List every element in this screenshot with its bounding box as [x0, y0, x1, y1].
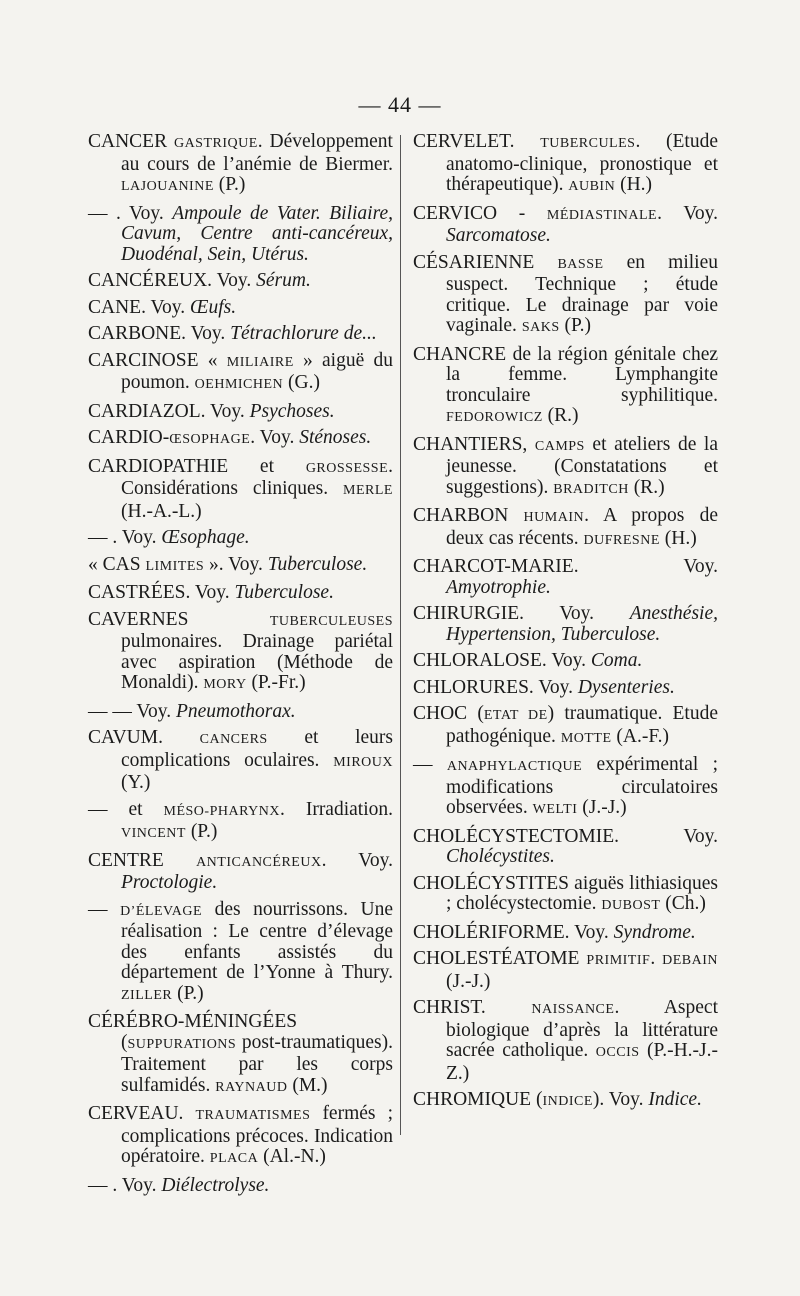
entry-text: MIROUX [333, 754, 393, 770]
index-entry [413, 435, 718, 501]
entry-text: ŒSOPHAGE [169, 432, 251, 447]
entry-text: ANAPHYLACTIQUE [446, 759, 583, 774]
index-entry [413, 704, 718, 749]
index-entry [88, 402, 393, 423]
index-entry [88, 1104, 393, 1170]
index-entry [413, 949, 718, 992]
entry-text: MOTTE [560, 730, 612, 746]
entry-text: CENTRE [88, 849, 197, 871]
entry-text: Sarcomatose. [446, 225, 551, 246]
entry-text: CARDIAZOL. Voy. [88, 400, 250, 422]
entry-text: CANE. Voy. [88, 296, 191, 318]
index-entry [88, 851, 393, 894]
entry-text: CHOLÉCYSTITES aiguës lithiasiques ; cholécystectomie. [413, 872, 718, 914]
entry-text: — . Voy. [88, 527, 162, 548]
entry-text: (Y.) [121, 772, 151, 793]
entry-text: PLACA [209, 1151, 259, 1166]
column-divider [400, 135, 401, 1135]
entry-text: Tuberculose. [234, 582, 334, 603]
entry-text: Pneumothorax. [175, 700, 296, 722]
entry-text: fermés ; complications précoces. Indication opératoire. [121, 1103, 393, 1167]
entry-text: CHLORURES. Voy. [413, 676, 578, 698]
index-entry [88, 900, 393, 1007]
entry-text: MÉDIASTINALE [546, 207, 658, 223]
entry-text: SUPPURATIONS [127, 1036, 237, 1052]
entry-text: (G.) [283, 372, 320, 393]
entry-text: . (Etude anatomo-clinique, pronostique et thérapeutique). [446, 131, 718, 195]
entry-text: — [88, 898, 121, 920]
index-entry [88, 555, 393, 578]
index-entry [88, 132, 393, 198]
entry-text: (A.-F.) [611, 725, 670, 747]
entry-text: CHOLESTÉATOME [413, 948, 587, 969]
entry-text: Amyotrophie. [446, 576, 551, 598]
entry-text: RAYNAUD [215, 1079, 288, 1095]
entry-text: — . Voy. [88, 1174, 162, 1196]
entry-text: Coma. [590, 650, 643, 671]
entry-text: CHOLÉCYSTECTOMIE. Voy. [413, 825, 718, 847]
entry-text: . A propos de deux cas récents. [446, 505, 718, 549]
entry-text: (Al.-N.) [258, 1146, 326, 1167]
index-entry [413, 1090, 718, 1113]
entry-text: ANTICANCÉREUX [196, 854, 322, 870]
entry-text: CHROMIQUE ( [413, 1089, 543, 1110]
entry-text: ) traumatique. Etude pathogénique. [446, 703, 719, 747]
index-entry [413, 651, 718, 672]
entry-text: BRADITCH [553, 481, 629, 497]
index-entry [413, 998, 718, 1084]
index-entry [88, 528, 393, 549]
entry-text: SAKS [521, 320, 560, 335]
entry-text: Psychoses. [249, 400, 335, 422]
index-entry [413, 827, 718, 868]
index-entry [88, 728, 393, 794]
entry-text: (H.) [659, 527, 697, 549]
entry-text: MERLE [343, 483, 393, 498]
entry-text: Œsophage. [161, 527, 250, 548]
entry-text: Anesthésie, Hypertension, Tuberculose. [446, 603, 718, 645]
entry-text: CANCÉREUX. Voy. [88, 270, 257, 291]
entry-text: CARDIOPATHIE et [88, 455, 306, 477]
index-entry [413, 204, 718, 247]
entry-text: . Développement au cours de l’anémie de Biermer. [121, 131, 393, 175]
index-entry [88, 351, 393, 396]
index-entry [88, 1012, 393, 1098]
entry-text: TUBERCULEUSES [269, 613, 393, 629]
entry-text: D’ÉLEVAGE [120, 903, 203, 919]
entry-text: . Voy. [321, 849, 393, 871]
entry-text: HUMAIN [523, 510, 585, 525]
entry-text: Syndrome. [613, 921, 696, 943]
entry-text: (P.) [213, 174, 246, 195]
index-entry [88, 204, 393, 266]
entry-text: CARCINOSE « [88, 349, 227, 371]
entry-text: post-traumatiques). Traitement par les corps sulfamidés. [121, 1031, 393, 1096]
index-entry [88, 428, 393, 451]
entry-text: expérimental ; modifications circulatoires observées. [446, 754, 719, 818]
entry-text: CHARCOT-MARIE. Voy. [413, 556, 718, 577]
entry-text: Sténoses. [299, 427, 372, 448]
entry-text: LAJOUANINE [121, 179, 214, 194]
entry-text: (R.) [628, 476, 665, 498]
entry-text: Cholécystites. [446, 846, 555, 867]
entry-text: CANCERS [199, 732, 268, 747]
entry-text: (H.-A.-L.) [121, 500, 202, 522]
entry-text: Proctologie. [121, 872, 218, 893]
entry-text: (Ch.) [660, 893, 706, 914]
entry-text: (P.) [185, 821, 218, 842]
entry-text: MILIAIRE [226, 354, 294, 370]
entry-text: . Voy. [250, 427, 300, 448]
entry-text: CAMPS [534, 438, 585, 454]
entry-text: TRAUMATISMES [195, 1108, 311, 1123]
entry-text: » aiguë du poumon. [121, 349, 393, 393]
entry-text: CHANTIERS, [413, 433, 535, 455]
entry-text: (P.-Fr.) [246, 672, 306, 693]
entry-text: CHANCRE de la région génitale chez la femme. Lymphangite tronculaire syphilitique. [413, 343, 718, 406]
entry-text: LIMITES [145, 558, 205, 574]
entry-text: MORY [203, 677, 247, 692]
entry-text: Indice. [648, 1089, 702, 1110]
entry-text: WELTI [532, 802, 578, 817]
entry-text: ETAT DE [483, 708, 548, 723]
entry-text: ZILLER [121, 987, 173, 1003]
entry-text: CÉRÉBRO-MÉNINGÉES ( [88, 1011, 298, 1053]
entry-text: . Considérations cliniques. [121, 455, 393, 499]
entry-text: Tuberculose. [267, 553, 368, 575]
entry-text: (J.-J.) [446, 970, 491, 992]
entry-text: (R.) [542, 405, 579, 426]
index-entry [88, 271, 393, 292]
index-entry [413, 604, 718, 645]
entry-text: CÉSARIENNE [413, 251, 558, 273]
entry-text: en milieu suspect. Technique ; étude critique. Le drainage par voie vaginale. [446, 251, 718, 336]
entry-text: CERVEAU. [88, 1103, 196, 1124]
entry-text: BASSE [557, 256, 604, 272]
entry-text: CAVUM. [88, 727, 200, 748]
entry-text: CARBONE. Voy. [88, 323, 231, 344]
entry-text: . [650, 948, 663, 969]
entry-text: NAISSANCE [531, 1002, 615, 1017]
entry-text: « CAS [88, 553, 146, 575]
entry-text: et leurs complications oculaires. [121, 727, 394, 771]
entry-text: (P.) [172, 982, 204, 1004]
entry-text: CHIRURGIE. Voy. [413, 603, 630, 624]
page-number: — 44 — [358, 92, 442, 117]
index-entry [413, 132, 718, 198]
entry-text: DUBOST [601, 898, 661, 913]
entry-text: Sérum. [256, 270, 311, 291]
entry-text: CARDIO- [88, 427, 170, 448]
entry-text: des nourrissons. Une réalisation : Le centre d’élevage des enfants assistés du département de l’Yonne à Thury. [121, 898, 394, 983]
index-entry [413, 506, 718, 551]
entry-text: . Aspect biologique d’après la littérature sacrée catholique. [446, 997, 718, 1061]
entry-text: CERVICO - [413, 202, 547, 224]
entry-text: — — Voy. [88, 700, 176, 722]
index-entry [88, 583, 393, 604]
entry-text: (J.-J.) [577, 797, 627, 818]
entry-text: Tétrachlorure de... [230, 323, 377, 344]
entry-text: MÉSO-PHARYNX [163, 803, 280, 819]
entry-text: DEBAIN [662, 953, 718, 968]
entry-text: PRIMITIF [586, 953, 651, 968]
index-entry [88, 610, 393, 696]
entry-text: FEDOROWICZ [446, 410, 543, 425]
entry-text: Ampoule de Vater. Biliaire, Cavum, Centre anti-cancéreux, Duodénal, Sein, Utérus. [121, 202, 393, 265]
index-entry [413, 678, 718, 699]
entry-text: Dysenteries. [577, 676, 675, 698]
entry-text: Diélectrolyse. [161, 1174, 270, 1196]
index-entry [88, 702, 393, 723]
entry-text: (H.) [615, 174, 653, 195]
index-entry [413, 345, 718, 429]
entry-text: INDICE [542, 1094, 593, 1109]
index-entry [413, 755, 718, 821]
entry-text: VINCENT [121, 826, 186, 841]
entry-text: OEHMICHEN [194, 377, 284, 392]
entry-text: GASTRIQUE [173, 136, 258, 151]
index-entry [413, 874, 718, 917]
entry-text: Œufs. [190, 296, 237, 318]
entry-text: ). Voy. [592, 1089, 649, 1110]
entry-text: — [413, 754, 447, 775]
entry-text: . Voy. [657, 202, 718, 224]
entry-text: — . Voy. [88, 202, 173, 224]
entry-text: . Irradiation. [279, 798, 393, 820]
entry-text: CHARBON [413, 505, 524, 526]
entry-text: CASTRÉES. Voy. [88, 582, 235, 603]
entry-text: CHOC ( [413, 703, 484, 724]
left-column [88, 132, 393, 1202]
index-entry [413, 557, 718, 598]
entry-text: TUBERCULES [540, 136, 636, 151]
entry-text: et ateliers de la jeunesse. (Constatations et suggestions). [446, 433, 718, 498]
entry-text: CERVELET. [413, 131, 541, 152]
index-entry [88, 800, 393, 845]
index-entry [88, 457, 393, 523]
index-entry [413, 923, 718, 944]
entry-text: CAVERNES [88, 608, 270, 630]
entry-text: (M.) [287, 1074, 328, 1096]
entry-text: (P.-H.-J.-Z.) [446, 1040, 718, 1084]
entry-text: GROSSESSE [305, 460, 389, 476]
index-entry [88, 324, 393, 345]
entry-text: pulmonaires. Drainage pariétal avec aspiration (Méthode de Monaldi). [121, 631, 393, 693]
entry-text: CHOLÉRIFORME. Voy. [413, 921, 614, 943]
index-entry [88, 1176, 393, 1197]
right-column [413, 132, 718, 1119]
entry-text: — et [88, 798, 164, 820]
entry-text: OCCIS [595, 1045, 640, 1060]
entry-text: AUBIN [568, 179, 616, 194]
entry-text: ». Voy. [204, 553, 268, 575]
entry-text: (P.) [559, 315, 592, 336]
entry-text: CHLORALOSE. Voy. [413, 650, 591, 671]
entry-text: CHRIST. [413, 997, 532, 1018]
index-entry [88, 298, 393, 319]
entry-text: CANCER [88, 131, 174, 152]
entry-text: DUFRESNE [583, 532, 660, 548]
index-entry [413, 253, 718, 339]
